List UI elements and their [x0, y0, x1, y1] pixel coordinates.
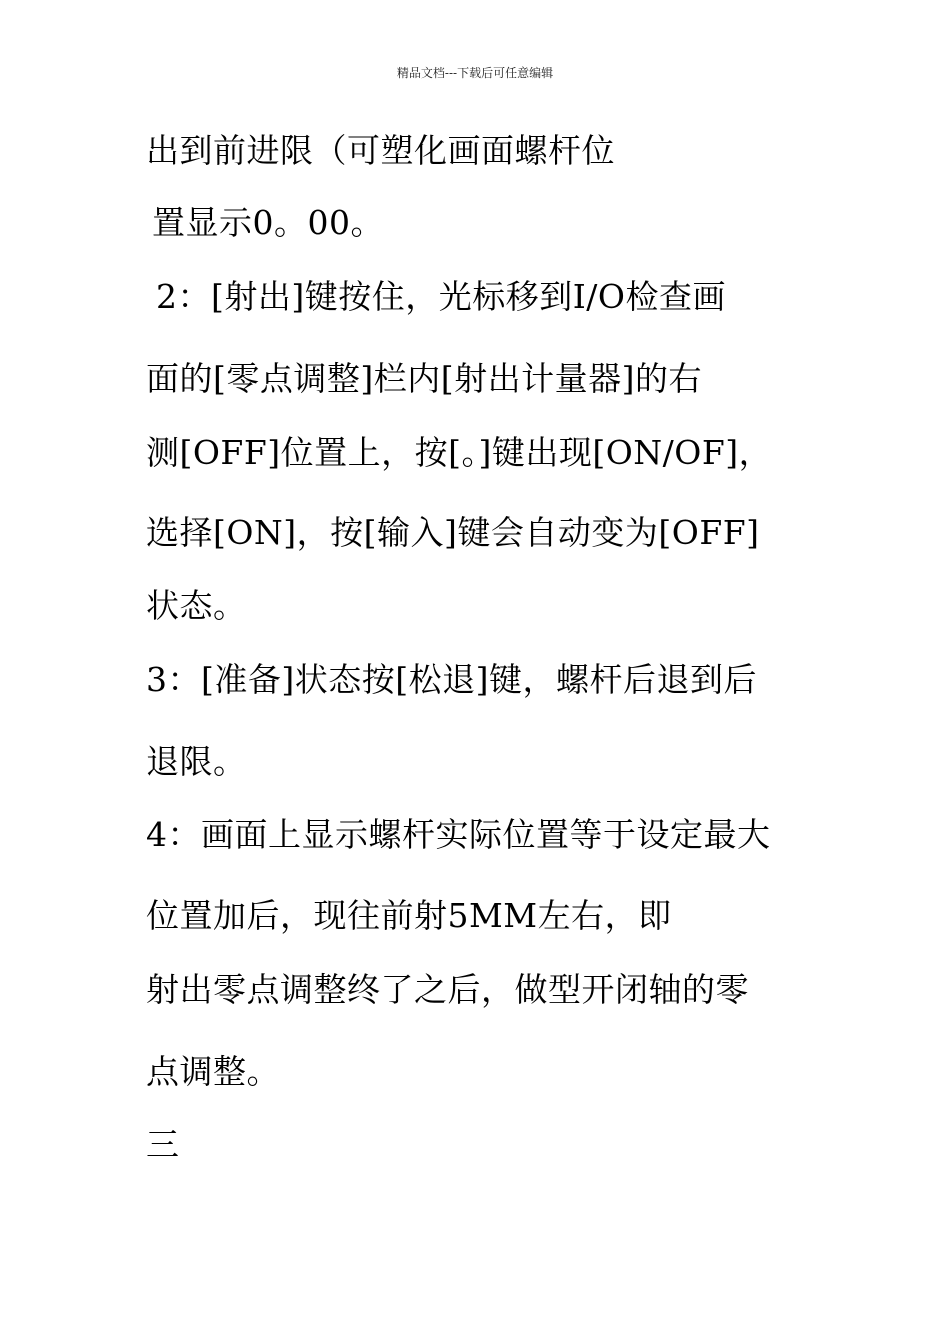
text-line: 2：[射出]键按住，光标移到I/O检查画 — [156, 277, 726, 316]
text-line: 点调整。 — [146, 1052, 280, 1091]
text-line: 4：画面上显示螺杆实际位置等于设定最大 — [146, 815, 771, 854]
text-line: 选择[ON]，按[输入]键会自动变为[OFF] — [146, 513, 760, 552]
text-line: 出到前进限（可塑化画面螺杆位 — [146, 131, 615, 170]
text-line: 置显示0。00。 — [152, 203, 384, 242]
text-line: 射出零点调整终了之后，做型开闭轴的零 — [146, 970, 749, 1009]
page-header: 精品文档---下载后可任意编辑 — [396, 66, 554, 80]
text-line: 位置加后，现往前射5MM左右，即 — [146, 896, 672, 935]
text-line: 测[OFF]位置上，按[。]键出现[ON/OF]， — [146, 433, 773, 472]
text-line: 面的[零点调整]栏内[射出计量器]的右 — [146, 359, 702, 398]
text-line: 退限。 — [146, 742, 247, 781]
text-line: 状态。 — [146, 586, 247, 625]
text-line: 三 — [146, 1125, 180, 1164]
text-line: 3：[准备]状态按[松退]键，螺杆后退到后 — [146, 660, 757, 699]
